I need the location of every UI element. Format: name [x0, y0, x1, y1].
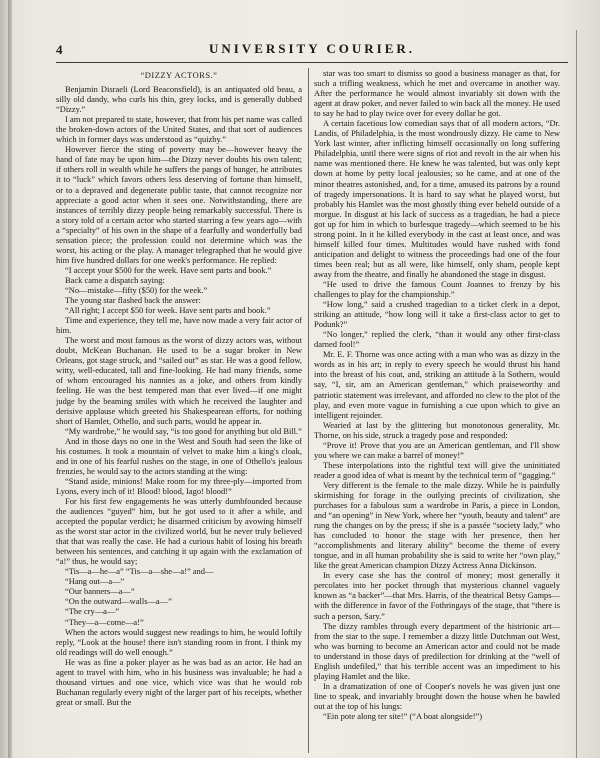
article-paragraph: In a dramatization of one of Cooper's novels he was given just one line to speak, and invariably brought down the house when he bawled out at the top of his lungs: [314, 680, 560, 711]
article-paragraph: He was as fine a poker player as he was bad as an actor. He had an agent to travel with him, who in his business was invaluable; he had a thousand virtues and one vice, which vice was that he would rob Buchanan regularly every night of the larger part of his receipts, whether great or small. But the [56, 656, 302, 707]
column-divider [308, 68, 309, 753]
article-paragraph: “He used to drive the famous Count Joannes to frenzy by his challenges to play for the championship.” [314, 278, 560, 300]
left-column [56, 68, 302, 753]
right-column [314, 68, 560, 753]
right-margin-rule [576, 30, 577, 758]
masthead-title: UNIVERSITY COURIER. [208, 41, 416, 56]
article-paragraph: I am not prepared to state, however, that from his pet name was called the broken-down actors of the United States, and that sort of audiences which in former days was understood as “quizby.” [56, 114, 302, 145]
article-paragraph: “On the outward—walls—a—” [65, 596, 172, 607]
article-paragraph: The young star flashed back the answer: [65, 295, 201, 306]
article-paragraph: “Ein pote along ter site!” (“A boat alongside!”) [323, 711, 483, 721]
article-paragraph: “No—mistake—fifty ($50) for the week.” [65, 284, 208, 295]
article-paragraph: The worst and most famous as the worst of dizzy actors was, without doubt, McKean Buchanan. He used to be a sugar broker in New Orleans, got stage struck, and “sailed out” as star. He was a good fellow, witty, well-educated, tall and fine-looking. He had many friends, some of whom encouraged his nannies as a joke, and others from kindly feeling. He was the best tempered man that ever lived—if one might judge by the beaming smiles with which he received the laughter and derisive applause which greeted his Shakespearean efforts, for nothing short of Hamlet, Othello, and such parts, would he appear in. [56, 335, 302, 426]
article-paragraph: “They—a—come—a!” [65, 616, 144, 627]
article-paragraph: However fierce the sting of poverty may be—however heavy the hand of fate may be upon him—the Dizzy never doubts his own talent; if others roll in wealth while he suffers the pangs of hunger, he attributes it to “luck” which favors others less deserving of fortune than himself, or to a depraved and degenerate public taste, that cannot recognize nor appreciate a good actor when it sees one. Notwithstanding, there are instances of terribly dizzy people being remarkably successful. There is a story told of a certain actor who started starring a few years ago—with a “specialty” of his own in the shape of a fearfully and wonderfully bad sensation piece; the profession could not determine which was the worst, his acting or the play. A manager telegraphed that he would give him five hundred dollars for one week's performance. He replied: [56, 144, 302, 265]
article-columns [56, 68, 568, 753]
newspaper-page [56, 38, 568, 753]
page-number: 4 [56, 42, 63, 57]
header-rule [56, 62, 568, 63]
binding-edge [8, 0, 12, 758]
article-paragraph: “No longer,” replied the clerk, “than it would any other first-class darned fool!” [314, 329, 560, 350]
article-paragraph: And in those days no one in the West and South had seen the like of his costumes. It took a mountain of velvet to make him a king's cloak, and in one of his fearful rushes on the stage, in one of Othello's jealous frenzies, he would say to the actors standing at the wing: [56, 435, 302, 476]
article-paragraph: Back came a dispatch saying: [65, 274, 165, 285]
article-paragraph: “Our banners—a—” [65, 586, 135, 597]
article-paragraph: “All right; I accept $50 for week. Have sent parts and book.” [65, 305, 271, 316]
article-paragraph: “Hang out—a—” [65, 576, 125, 587]
article-paragraph: Time and experience, they tell me, have now made a very fair actor of him. [56, 315, 302, 336]
article-paragraph: “Tis—a—he—a” “Tis—a—she—a!” and— [65, 566, 214, 577]
article-paragraph: Wearied at last by the glittering but monotonous generality, Mr. Thorne, on his side, struck a tragedy pose and responded: [314, 419, 560, 440]
article-paragraph: Benjamin Disraeli (Lord Beaconsfield), is an antiquated old beau, a silly old dandy, who curls his thin, grey locks, and is generally dubbed “Dizzy.” [56, 84, 302, 115]
article-paragraph: “Stand aside, minions! Make room for my three-ply—imported from Lyons, every inch of it! Blood! blood, Iago! blood!” [56, 475, 302, 496]
article-paragraph: The dizzy rambles through every department of the histrionic art—from the star to the supe. I remember a dizzy little Dutchman out West, who was burning to become an American actor and could not be made to understand in those days of predilection for drinking at the “well of English undefiled,” that his terrible accent was an impediment to his playing Hamlet and the like. [314, 620, 560, 681]
article-paragraph: A certain facetious low comedian says that of all modern actors, “Dr. Landis, of Philadelphia, is the most wondrously dizzy. He came to New York last winter, after inflicting himself occasionally on long suffering Philadelphia, until there were signs of riot and revolt in the air when his name was mentioned there. He knew he was talented, but was only kept down at home by petty local jealousies; so he came, and at one of the minor theatres astonished, and, for a time, amused its patrons by a round of tragedy impersonations. It is hard to say what he played worst, but probably his Hamlet was the most ghostly thing ever beheld outside of a morgue. In disgust at his lack of success as a tragedian, he had a piece got up for him in which to burlesque tragedy—which seemed to be his strong point. In it he killed everybody in the cast at least once, and was himself killed four times. Multitudes would have rushed with fond anticipation and delight to witness the proceedings had one of the four times been real; but as all were, like himself, only sham, people kept away from the theatre, and finally he abandoned the stage in disgust. [314, 118, 560, 279]
article-paragraph: “The cry—a—” [65, 606, 120, 617]
page-header [56, 38, 568, 60]
article-paragraph: “My wardrobe,” he would say, “is too good for anything but old Bill.” [65, 425, 302, 436]
article-paragraph: In every case she has the control of money; most generally it percolates into her pocket through that mysterious channel vaguely known as “a backer”—that Mrs. Harris, of the theatrical Betsy Gamps—with the difference in favor of the Fothringays of the stage, that “there is such a person, Sary.” [314, 570, 560, 621]
article-paragraph: These interpolations into the rightful text will give the uninitiated reader a good idea of what is meant by the technical term of “gagging.” [314, 459, 560, 480]
article-paragraph: For his first few engagements he was utterly dumbfounded because the audiences “guyed” him, but he got used to it after a while, and accepted the popular verdict; he disarmed criticism by avowing himself as the worst star actor in the civilized world, but he never truly believed that that was really the case. He had a curious habit of losing his breath between his sentences, and catching it up again with the exclamation of “a!” thus, he would say; [56, 495, 302, 567]
article-paragraph: Mr. E. F. Thorne was once acting with a man who was as dizzy in the words as in his art; in reply to every speech he would thrust his hand into the breast of his coat, and, striking an attitude à la Sothern, would say, “I, sir, am an American gentleman,” which praiseworthy and patriotic statement was irrelevant, and afforded no clew to the plot of the play, and even more vague in furnishing a cue upon which to give an intelligent rejoinder. [314, 349, 560, 420]
article-title: “DIZZY ACTORS.” [140, 70, 218, 80]
article-paragraph: Very different is the female to the male dizzy. While he is painfully skirmishing for forage in the outlying precints of civilization, she purchases for a fabulous sum a wardrobe in Paris, a piece in London, and “an opening” in New York, where her “youth, beauty and talent” are rung the changes on by the press; if she is a passée “society lady,” who has concluded to honor the stage with her presence, then her “accomplishments and literary ability” become the theme of every tongue, and in all human probability she is said to write her “own play,” like the great American champion Dizzy Actress Anna Dickinson. [314, 479, 560, 571]
article-paragraph: When the actors would suggest new readings to him, he would loftily reply, “Look at the house! there isn't standing room in front. I think my old readings will do well enough.” [56, 626, 302, 657]
article-paragraph: “How long,” said a crushed tragedian to a ticket clerk in a depot, striking an attitude, “how long will it take a first-class actor to get to Podunk?” [314, 299, 560, 330]
article-paragraph: star was too smart to dismiss so good a business manager as that, for such a trifling weakness, which he met and overcame in another way. After the performance he would almost invariably sit down with the agent at draw poker, and never failed to win back all the money. He used to say he had to play twice over for every dollar he got. [314, 68, 560, 119]
article-paragraph: “I accept your $500 for the week. Have sent parts and book.” [65, 264, 272, 275]
article-paragraph: “Prove it! Prove that you are an American gentleman, and I'll show you where we can make a barrel of money!” [314, 439, 560, 460]
